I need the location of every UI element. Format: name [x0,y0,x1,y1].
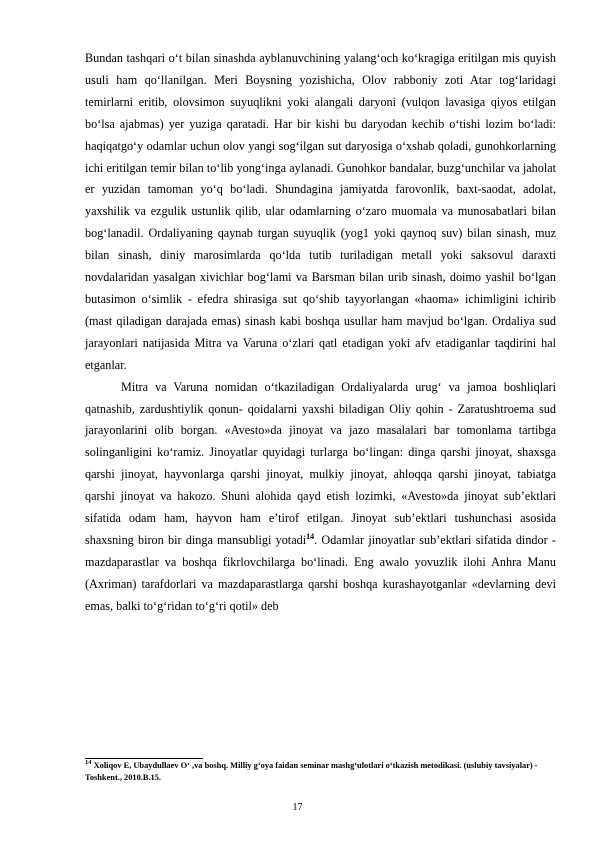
paragraph-2 [85,377,556,618]
footnote-divider [85,758,203,759]
body-text [85,48,556,618]
footnote-number: 14 [85,759,92,767]
paragraph-1: Bundan tashqari o‘t bilan sinashda ayblanuvchining yalang‘och ko‘kragiga eritilgan mis quyish usuli ham qo‘llanilgan. Meri Boysning yozishicha, Olov rabboniy zoti Atar tog‘laridagi temirlarni eritib, olovsimon suyuqlikni yoki alangali daryoni (vulqon lavasiga qiyos etilgan bo‘lsa ajabmas) yer yuziga qaratadi. Har bir kishi bu daryodan kechib o‘tishi lozim bo‘ladi: haqiqatgo‘y odamlar uchun olov yangi sog‘ilgan sut daryosiga o‘xshab qoladi, gunohkorlarning ichi eritilgan temir bilan to‘lib yong‘inga aylanadi. Gunohkor bandalar, buzg‘unchilar va jaholat er yuzidan tamoman yo‘q bo‘ladi. Shundagina jamiyatda farovonlik, baxt-saodat, adolat, yaxshilik va ezgulik ustunlik qilib, ular odamlarning o‘zaro muomala va munosabatlari bilan bog‘lanadil. Ordaliyaning qaynab turgan suyuqlik (yog1 yoki qaynoq suv) bilan sinash, muz bilan sinash, diniy marosimlarda qo‘lda tutib turiladigan metall yoki saksovul daraxti novdalaridan yasalgan xivichlar bog‘lami va Barsman bilan urib sinash, doimo yashil bo‘lgan butasimon o‘simlik - efedra shirasiga sut qo‘shib tayyorlangan «haoma» ichimligini ichirib (mast qiladigan darajada emas) sinash kabi boshqa usullar ham mavjud bo‘lgan. Ordaliya sud jarayonlari natijasida Mitra va Varuna o‘zlari qatl etadigan yoki afv etadiganlar taqdirini hal etganlar. [85,51,556,372]
paragraph-2-continuation: . Odamlar jinoyatlar sub’ektlari sifatida dindor -mazdaparastlar va boshqa fikrlovchilarga bo‘linadi. Eng awalo yovuzlik ilohi Anhra Manu (Axriman) tarafdorlari va mazdaparastlarga qarshi boshqa kurashayotganlar «devlarning devi emas, balki to‘g‘ridan to‘g‘ri qotil» deb [85,532,556,613]
footnote-text: Xoliqov E, Ubaydullaev O‘ ,va boshq. Milliy g‘oya faidan seminar mashg‘ulotlari o‘tkazish metodikasi. (uslubiy tavsiyalar) - Toshkent., 2010.B.15. [85,761,538,782]
footnote [85,760,556,783]
paragraph-2-text: Mitra va Varuna nomidan o‘tkaziladigan Ordaliyalarda urug‘ va jamoa boshliqlari qatnashib, zardushtiylik qonun- qoidalarni yaxshi biladigan Oliy qohin - Zaratushtroema sud jarayonlarini olib borgan. «Avesto»da jinoyat va jazo masalalari bar tomonlama tartibga solinganligini ko‘ramiz. Jinoyatlar quyidagi turlarga bo‘lingan: dinga qarshi jinoyat, shaxsga qarshi jinoyat, hayvonlarga qarshi jinoyat, mulkiy jinoyat, ahloqqa qarshi jinoyat, tabiatga qarshi jinoyat va hakozo. Shuni alohida qayd etish lozimki, «Avesto»da jinoyat sub’ektlari sifatida odam ham, hayvon ham e’tirof etilgan. Jinoyat sub’ektlari tushunchasi asosida shaxsning biron bir dinga mansubligi yotadi [85,379,556,547]
page-number: 17 [292,802,303,813]
footnote-reference[interactable]: 14 [306,531,315,541]
